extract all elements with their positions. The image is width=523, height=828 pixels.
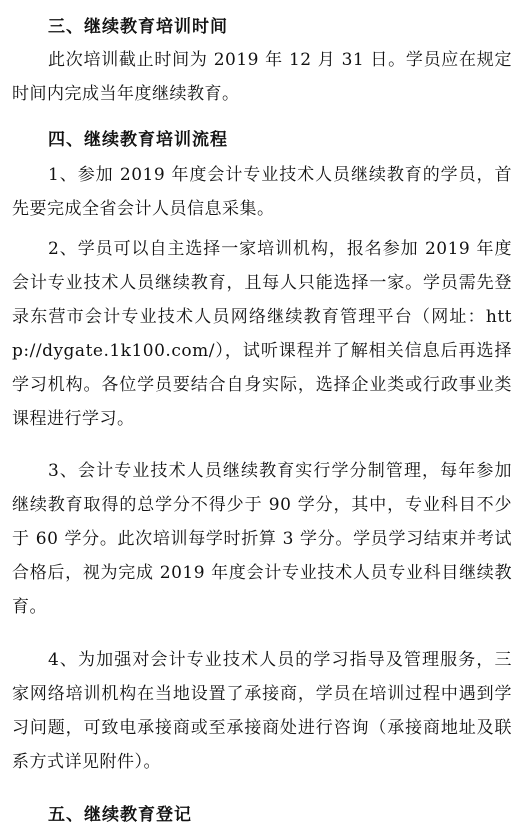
section-heading-training-time: 三、继续教育培训时间 xyxy=(48,17,228,37)
paragraph-step-2: 2、学员可以自主选择一家培训机构，报名参加 2019 年度会计专业技术人员继续教育，且每人只能选择一家。学员需先登录东营市会计专业技术人员网络继续教育管理平台（网址：http://dygate.1k100.com/），试听课程并了解相关信息后再选择学习机构。各位学员要结合自身实际，选择企业类或行政事业类课程进行学习。 xyxy=(12,239,512,429)
section-heading-registration: 五、继续教育登记 xyxy=(48,805,192,825)
paragraph-step-1: 1、参加 2019 年度会计专业技术人员继续教育的学员，首先要完成全省会计人员信息采集。 xyxy=(12,165,512,219)
section-heading-training-process: 四、继续教育培训流程 xyxy=(48,130,228,150)
paragraph-step-4: 4、为加强对会计专业技术人员的学习指导及管理服务，三家网络培训机构在当地设置了承接商，学员在培训过程中遇到学习问题，可致电承接商或至承接商处进行咨询（承接商地址及联系方式详见附件）。 xyxy=(12,650,512,772)
paragraph-training-deadline: 此次培训截止时间为 2019 年 12 月 31 日。学员应在规定时间内完成当年度继续教育。 xyxy=(12,50,512,104)
paragraph-step-3: 3、会计专业技术人员继续教育实行学分制管理，每年参加继续教育取得的总学分不得少于 90 学分，其中，专业科目不少于 60 学分。此次培训每学时折算 3 学分。学员学习结束并考试合格后，视为完成 2019 年度会计专业技术人员专业科目继续教育。 xyxy=(12,461,512,617)
